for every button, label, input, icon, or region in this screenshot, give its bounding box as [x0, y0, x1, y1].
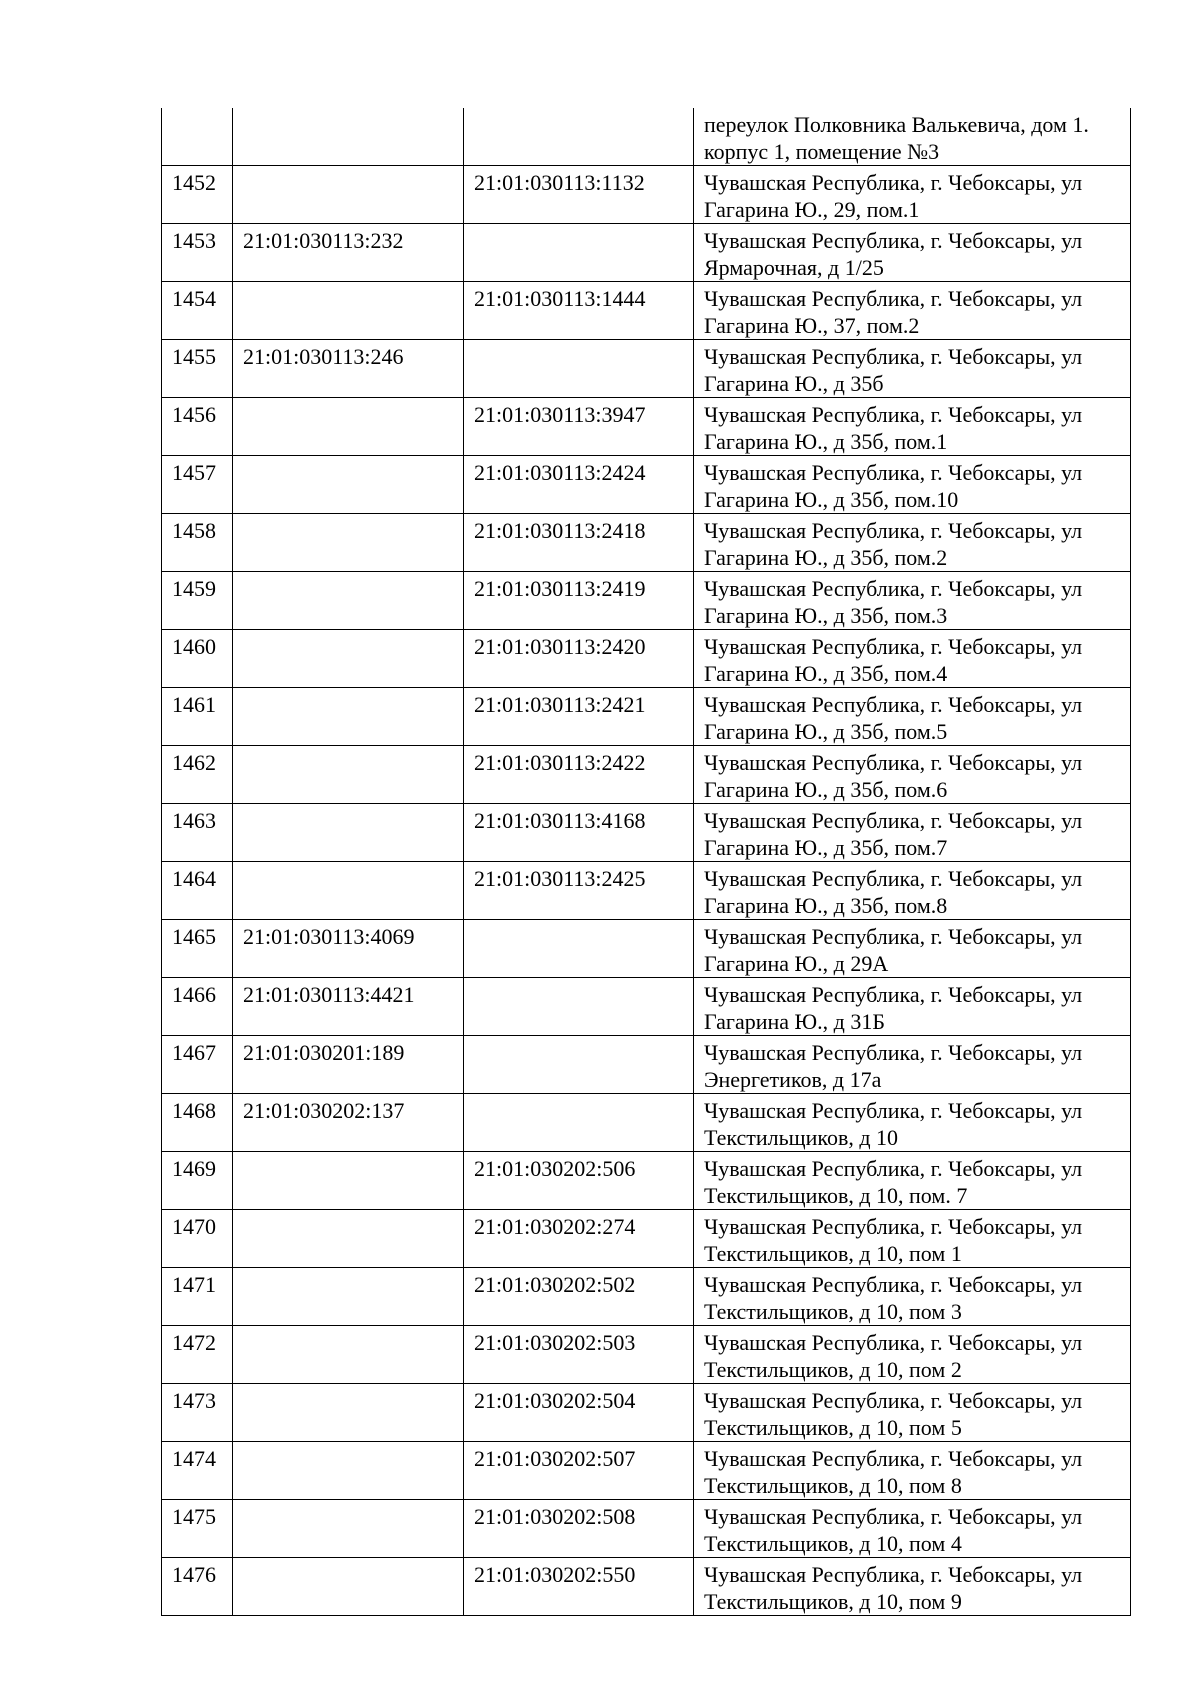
row-number-cell: 1474: [162, 1442, 233, 1500]
table-row: [162, 1442, 1131, 1500]
address-cell: Чувашская Республика, г. Чебоксары, ул Гагарина Ю., 29, пом.1: [694, 166, 1131, 224]
table-row: [162, 630, 1131, 688]
object-cadastral-number-cell: 21:01:030113:2425: [464, 862, 694, 920]
land-cadastral-number-cell: 21:01:030202:137: [233, 1094, 464, 1152]
land-cadastral-number-cell: [233, 1442, 464, 1500]
object-cadastral-number-cell: 21:01:030202:508: [464, 1500, 694, 1558]
address-cell: Чувашская Республика, г. Чебоксары, ул Гагарина Ю., 37, пом.2: [694, 282, 1131, 340]
land-cadastral-number-cell: [233, 1268, 464, 1326]
object-cadastral-number-cell: 21:01:030113:1132: [464, 166, 694, 224]
object-cadastral-number-cell: 21:01:030113:2421: [464, 688, 694, 746]
address-cell: Чувашская Республика, г. Чебоксары, ул Текстильщиков, д 10, пом 2: [694, 1326, 1131, 1384]
row-number-cell: 1459: [162, 572, 233, 630]
address-cell: Чувашская Республика, г. Чебоксары, ул Текстильщиков, д 10, пом 1: [694, 1210, 1131, 1268]
table-row: [162, 862, 1131, 920]
table-row: [162, 1384, 1131, 1442]
object-cadastral-number-cell: 21:01:030202:507: [464, 1442, 694, 1500]
land-cadastral-number-cell: [233, 456, 464, 514]
land-cadastral-number-cell: [233, 1558, 464, 1616]
table-row: [162, 166, 1131, 224]
address-cell: Чувашская Республика, г. Чебоксары, ул Гагарина Ю., д 35б, пом.6: [694, 746, 1131, 804]
object-cadastral-number-cell: 21:01:030202:504: [464, 1384, 694, 1442]
table-row: [162, 572, 1131, 630]
table-row: [162, 1036, 1131, 1094]
land-cadastral-number-cell: [233, 1210, 464, 1268]
row-number-cell: [162, 108, 233, 166]
land-cadastral-number-cell: [233, 688, 464, 746]
object-cadastral-number-cell: 21:01:030113:2420: [464, 630, 694, 688]
land-cadastral-number-cell: 21:01:030113:246: [233, 340, 464, 398]
land-cadastral-number-cell: 21:01:030113:232: [233, 224, 464, 282]
object-cadastral-number-cell: 21:01:030113:2424: [464, 456, 694, 514]
object-cadastral-number-cell: [464, 340, 694, 398]
address-cell: Чувашская Республика, г. Чебоксары, ул Текстильщиков, д 10, пом 9: [694, 1558, 1131, 1616]
table-row: [162, 398, 1131, 456]
row-number-cell: 1467: [162, 1036, 233, 1094]
address-cell: Чувашская Республика, г. Чебоксары, ул Текстильщиков, д 10, пом 5: [694, 1384, 1131, 1442]
row-number-cell: 1476: [162, 1558, 233, 1616]
table-row: [162, 456, 1131, 514]
table-row: [162, 1268, 1131, 1326]
land-cadastral-number-cell: [233, 1152, 464, 1210]
table-row: [162, 1152, 1131, 1210]
object-cadastral-number-cell: [464, 978, 694, 1036]
table-row: [162, 978, 1131, 1036]
row-number-cell: 1457: [162, 456, 233, 514]
row-number-cell: 1465: [162, 920, 233, 978]
row-number-cell: 1460: [162, 630, 233, 688]
object-cadastral-number-cell: 21:01:030202:502: [464, 1268, 694, 1326]
land-cadastral-number-cell: 21:01:030201:189: [233, 1036, 464, 1094]
row-number-cell: 1454: [162, 282, 233, 340]
address-cell: Чувашская Республика, г. Чебоксары, ул Текстильщиков, д 10, пом. 7: [694, 1152, 1131, 1210]
property-table-body: [162, 108, 1131, 1616]
table-row: [162, 514, 1131, 572]
object-cadastral-number-cell: 21:01:030113:2419: [464, 572, 694, 630]
land-cadastral-number-cell: [233, 282, 464, 340]
table-row: [162, 688, 1131, 746]
object-cadastral-number-cell: 21:01:030202:506: [464, 1152, 694, 1210]
land-cadastral-number-cell: [233, 862, 464, 920]
row-number-cell: 1473: [162, 1384, 233, 1442]
table-row: [162, 108, 1131, 166]
row-number-cell: 1462: [162, 746, 233, 804]
land-cadastral-number-cell: [233, 514, 464, 572]
row-number-cell: 1472: [162, 1326, 233, 1384]
row-number-cell: 1468: [162, 1094, 233, 1152]
address-cell: Чувашская Республика, г. Чебоксары, ул Гагарина Ю., д 35б, пом.5: [694, 688, 1131, 746]
table-row: [162, 920, 1131, 978]
object-cadastral-number-cell: 21:01:030202:503: [464, 1326, 694, 1384]
object-cadastral-number-cell: 21:01:030202:274: [464, 1210, 694, 1268]
address-cell: Чувашская Республика, г. Чебоксары, ул Гагарина Ю., д 29А: [694, 920, 1131, 978]
land-cadastral-number-cell: [233, 804, 464, 862]
object-cadastral-number-cell: 21:01:030113:4168: [464, 804, 694, 862]
land-cadastral-number-cell: 21:01:030113:4421: [233, 978, 464, 1036]
row-number-cell: 1452: [162, 166, 233, 224]
address-cell: Чувашская Республика, г. Чебоксары, ул Гагарина Ю., д 31Б: [694, 978, 1131, 1036]
address-cell: Чувашская Республика, г. Чебоксары, ул Энергетиков, д 17а: [694, 1036, 1131, 1094]
object-cadastral-number-cell: 21:01:030113:2422: [464, 746, 694, 804]
address-cell: Чувашская Республика, г. Чебоксары, ул Текстильщиков, д 10, пом 8: [694, 1442, 1131, 1500]
address-cell: Чувашская Республика, г. Чебоксары, ул Гагарина Ю., д 35б, пом.4: [694, 630, 1131, 688]
object-cadastral-number-cell: [464, 920, 694, 978]
table-row: [162, 1500, 1131, 1558]
table-row: [162, 340, 1131, 398]
land-cadastral-number-cell: [233, 398, 464, 456]
row-number-cell: 1456: [162, 398, 233, 456]
land-cadastral-number-cell: [233, 166, 464, 224]
row-number-cell: 1463: [162, 804, 233, 862]
table-row: [162, 1558, 1131, 1616]
row-number-cell: 1453: [162, 224, 233, 282]
row-number-cell: 1464: [162, 862, 233, 920]
row-number-cell: 1466: [162, 978, 233, 1036]
address-cell: Чувашская Республика, г. Чебоксары, ул Гагарина Ю., д 35б, пом.3: [694, 572, 1131, 630]
object-cadastral-number-cell: [464, 1036, 694, 1094]
row-number-cell: 1469: [162, 1152, 233, 1210]
row-number-cell: 1470: [162, 1210, 233, 1268]
table-row: [162, 282, 1131, 340]
object-cadastral-number-cell: 21:01:030113:3947: [464, 398, 694, 456]
row-number-cell: 1461: [162, 688, 233, 746]
table-row: [162, 746, 1131, 804]
object-cadastral-number-cell: 21:01:030202:550: [464, 1558, 694, 1616]
address-cell: Чувашская Республика, г. Чебоксары, ул Гагарина Ю., д 35б, пом.7: [694, 804, 1131, 862]
address-cell: Чувашская Республика, г. Чебоксары, ул Гагарина Ю., д 35б: [694, 340, 1131, 398]
land-cadastral-number-cell: [233, 572, 464, 630]
address-cell: Чувашская Республика, г. Чебоксары, ул Гагарина Ю., д 35б, пом.2: [694, 514, 1131, 572]
object-cadastral-number-cell: [464, 1094, 694, 1152]
row-number-cell: 1455: [162, 340, 233, 398]
row-number-cell: 1458: [162, 514, 233, 572]
land-cadastral-number-cell: [233, 746, 464, 804]
address-cell: Чувашская Республика, г. Чебоксары, ул Гагарина Ю., д 35б, пом.8: [694, 862, 1131, 920]
object-cadastral-number-cell: 21:01:030113:2418: [464, 514, 694, 572]
table-row: [162, 1094, 1131, 1152]
object-cadastral-number-cell: [464, 224, 694, 282]
address-cell: переулок Полковника Валькевича, дом 1. корпус 1, помещение №3: [694, 108, 1131, 166]
property-table: [161, 108, 1131, 1616]
row-number-cell: 1471: [162, 1268, 233, 1326]
address-cell: Чувашская Республика, г. Чебоксары, ул Гагарина Ю., д 35б, пом.1: [694, 398, 1131, 456]
address-cell: Чувашская Республика, г. Чебоксары, ул Текстильщиков, д 10: [694, 1094, 1131, 1152]
land-cadastral-number-cell: 21:01:030113:4069: [233, 920, 464, 978]
land-cadastral-number-cell: [233, 630, 464, 688]
table-row: [162, 224, 1131, 282]
land-cadastral-number-cell: [233, 1326, 464, 1384]
address-cell: Чувашская Республика, г. Чебоксары, ул Ярмарочная, д 1/25: [694, 224, 1131, 282]
object-cadastral-number-cell: [464, 108, 694, 166]
table-row: [162, 1326, 1131, 1384]
land-cadastral-number-cell: [233, 1500, 464, 1558]
address-cell: Чувашская Республика, г. Чебоксары, ул Текстильщиков, д 10, пом 3: [694, 1268, 1131, 1326]
row-number-cell: 1475: [162, 1500, 233, 1558]
object-cadastral-number-cell: 21:01:030113:1444: [464, 282, 694, 340]
table-row: [162, 1210, 1131, 1268]
table-row: [162, 804, 1131, 862]
address-cell: Чувашская Республика, г. Чебоксары, ул Гагарина Ю., д 35б, пом.10: [694, 456, 1131, 514]
land-cadastral-number-cell: [233, 1384, 464, 1442]
land-cadastral-number-cell: [233, 108, 464, 166]
address-cell: Чувашская Республика, г. Чебоксары, ул Текстильщиков, д 10, пом 4: [694, 1500, 1131, 1558]
